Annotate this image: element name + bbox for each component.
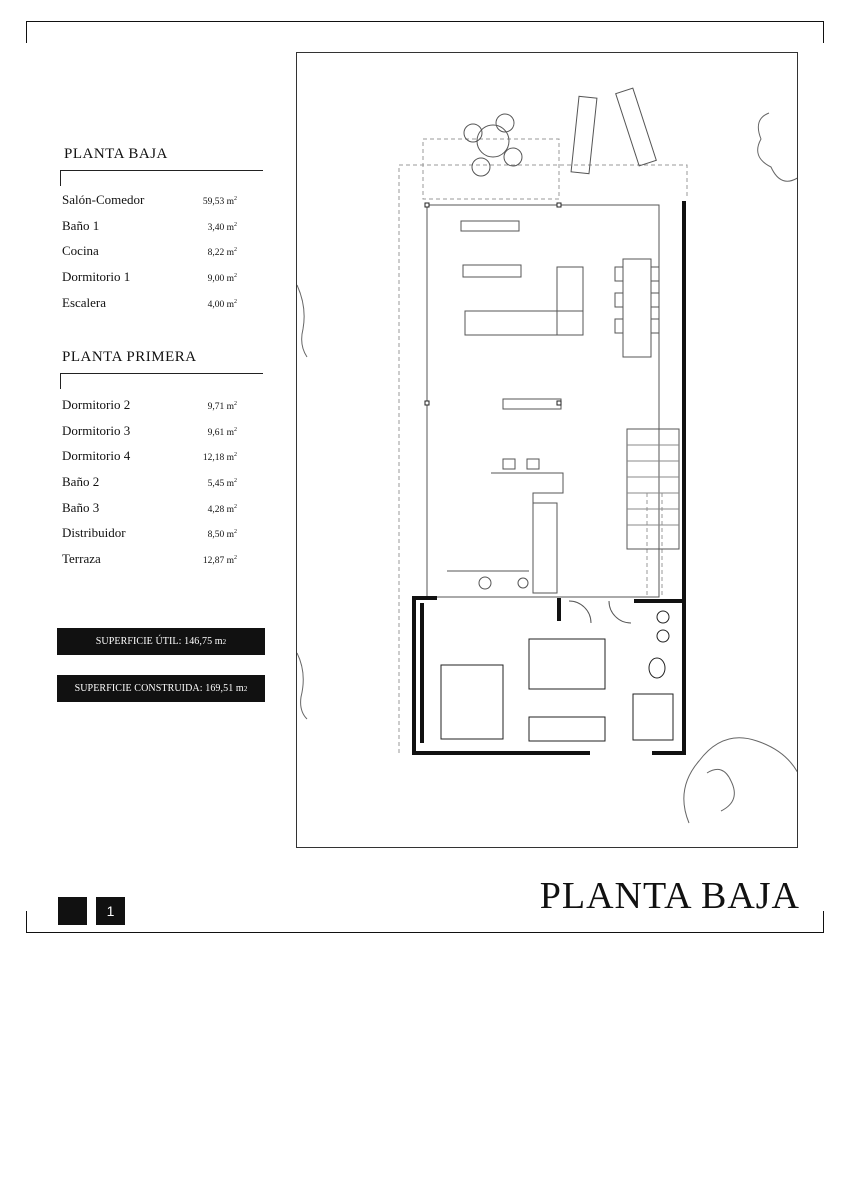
dining-chair-6 — [651, 319, 659, 333]
planta-baja-room-list — [62, 192, 237, 320]
room-name: Dormitorio 3 — [62, 422, 131, 438]
room-row — [62, 269, 237, 295]
superficie-construida-sup: 2 — [243, 684, 248, 693]
room-area-value: 4,28 m — [207, 504, 234, 515]
room-area — [208, 504, 237, 515]
room-name: Baño 2 — [62, 474, 100, 490]
room-area-sup: 2 — [234, 529, 237, 536]
tree-left-1 — [297, 285, 307, 357]
wardrobe-1 — [529, 639, 605, 689]
room-area-sup: 2 — [234, 452, 237, 459]
patio-chair-3 — [504, 148, 522, 166]
stair-steps — [627, 445, 679, 525]
room-area — [208, 529, 237, 540]
room-name: Escalera — [62, 294, 107, 310]
room-row — [62, 474, 237, 500]
room-area-value: 5,45 m — [207, 479, 234, 490]
tree-top-right — [758, 113, 798, 181]
room-area — [208, 273, 237, 284]
superficie-construida-box — [57, 675, 265, 702]
room-area-value: 8,50 m — [207, 530, 234, 541]
frame-top-line — [26, 21, 824, 22]
room-area-value: 59,53 m — [202, 197, 234, 207]
room-row — [62, 500, 237, 526]
planta-baja-rule — [60, 170, 263, 171]
room-area-value: 12,87 m — [202, 556, 234, 567]
living-area-outline — [427, 205, 659, 597]
room-name: Dormitorio 1 — [62, 269, 131, 285]
dining-table — [623, 259, 651, 357]
room-area — [208, 247, 237, 258]
planta-baja-heading: PLANTA BAJA — [64, 146, 168, 162]
sun-lounger-2 — [616, 88, 657, 166]
room-name: Salón-Comedor — [62, 192, 145, 207]
wardrobe-2 — [529, 717, 605, 741]
planta-primera-tick — [60, 373, 61, 389]
room-area-value: 9,61 m — [207, 427, 234, 438]
door-swing-2 — [609, 601, 631, 623]
sofa-chaise — [557, 267, 583, 335]
frame-top-left-tick — [26, 21, 27, 43]
room-row — [62, 551, 237, 577]
dining-chair-3 — [615, 319, 623, 333]
bed — [441, 665, 503, 739]
room-area-sup: 2 — [234, 400, 237, 407]
column-2 — [557, 203, 561, 207]
coffee-table — [463, 265, 521, 277]
room-area — [208, 299, 237, 310]
room-area-value: 3,40 m — [207, 222, 234, 233]
room-area-sup: 2 — [234, 426, 237, 433]
room-name: Baño 1 — [62, 217, 100, 233]
superficie-util-box — [57, 628, 265, 655]
door-swing-1 — [569, 601, 591, 623]
room-name: Dormitorio 4 — [62, 448, 131, 464]
room-row — [62, 218, 237, 244]
room-area-sup: 2 — [234, 272, 237, 279]
room-area-value: 8,22 m — [207, 248, 234, 259]
tree-bottom-right — [684, 738, 798, 823]
frame-bottom-line — [26, 932, 824, 933]
page-number: 1 — [96, 897, 125, 925]
room-area-sup: 2 — [234, 503, 237, 510]
room-area-value: 9,00 m — [207, 274, 234, 285]
room-row — [62, 448, 237, 474]
kitchen-sink — [479, 577, 491, 589]
kitchen-hob — [518, 578, 528, 588]
bath-sink-2 — [657, 630, 669, 642]
superficie-construida-text: SUPERFICIE CONSTRUIDA: 169,51 m — [74, 683, 244, 694]
kitchen-counter — [533, 503, 557, 593]
planta-baja-tick — [60, 170, 61, 186]
room-name: Cocina — [62, 243, 99, 259]
planta-primera-heading: PLANTA PRIMERA — [62, 349, 197, 365]
floor-plan-frame — [296, 52, 798, 848]
kitchen-stool-1 — [503, 459, 515, 469]
room-name: Baño 3 — [62, 499, 100, 515]
sofa — [465, 311, 583, 335]
room-row — [62, 525, 237, 551]
room-area-value: 9,71 m — [207, 402, 234, 412]
room-row — [62, 243, 237, 269]
kitchen-stool-2 — [527, 459, 539, 469]
room-area-sup: 2 — [234, 195, 237, 202]
column-3 — [425, 401, 429, 405]
toilet — [649, 658, 665, 678]
room-area-value: 12,18 m — [202, 453, 234, 464]
room-row — [62, 397, 237, 423]
superficie-util-text: SUPERFICIE ÚTIL: 146,75 m — [95, 636, 223, 647]
room-name: Terraza — [62, 551, 101, 567]
patio-chair-2 — [496, 114, 514, 132]
patio-chair-4 — [472, 158, 490, 176]
sideboard — [503, 399, 561, 409]
dining-chair-2 — [615, 293, 623, 307]
tree-left-2 — [297, 653, 307, 719]
exterior-wall-bedroom — [414, 598, 590, 753]
bath-sink-1 — [657, 611, 669, 623]
floor-plan-drawing — [297, 53, 798, 848]
room-row — [62, 423, 237, 449]
room-area — [208, 478, 237, 489]
footer-title: PLANTA BAJA — [539, 875, 800, 917]
frame-top-right-tick — [823, 21, 824, 43]
planta-primera-rule — [60, 373, 263, 374]
planta-primera-room-list — [62, 397, 237, 577]
dining-chair-1 — [615, 267, 623, 281]
room-area-sup: 2 — [234, 298, 237, 305]
room-area — [203, 555, 237, 566]
room-area — [203, 452, 237, 463]
room-area — [208, 401, 237, 412]
room-row — [62, 295, 237, 321]
bath-fixture — [633, 694, 673, 740]
room-area-sup: 2 — [234, 554, 237, 561]
tv-unit — [461, 221, 519, 231]
room-area-value: 4,00 m — [207, 299, 234, 310]
frame-bottom-left-tick — [26, 911, 27, 933]
dining-chair-5 — [651, 293, 659, 307]
staircase — [627, 429, 679, 549]
room-row — [62, 192, 237, 218]
dining-chair-4 — [651, 267, 659, 281]
column-4 — [557, 401, 561, 405]
room-area-sup: 2 — [234, 221, 237, 228]
room-name: Dormitorio 2 — [62, 397, 131, 412]
sun-lounger-1 — [571, 96, 597, 173]
room-name: Distribuidor — [62, 525, 126, 541]
room-area-sup: 2 — [234, 247, 237, 254]
room-area-sup: 2 — [234, 477, 237, 484]
room-area — [208, 222, 237, 233]
kitchen-island — [491, 473, 563, 593]
room-area — [203, 196, 237, 207]
page-marker-blank — [58, 897, 87, 925]
tree-bottom-right-2 — [707, 769, 734, 811]
superficie-util-sup: 2 — [222, 637, 227, 646]
terrace-dashed-outline — [423, 139, 559, 199]
frame-bottom-right-tick — [823, 911, 824, 933]
room-area — [208, 427, 237, 438]
column-1 — [425, 203, 429, 207]
